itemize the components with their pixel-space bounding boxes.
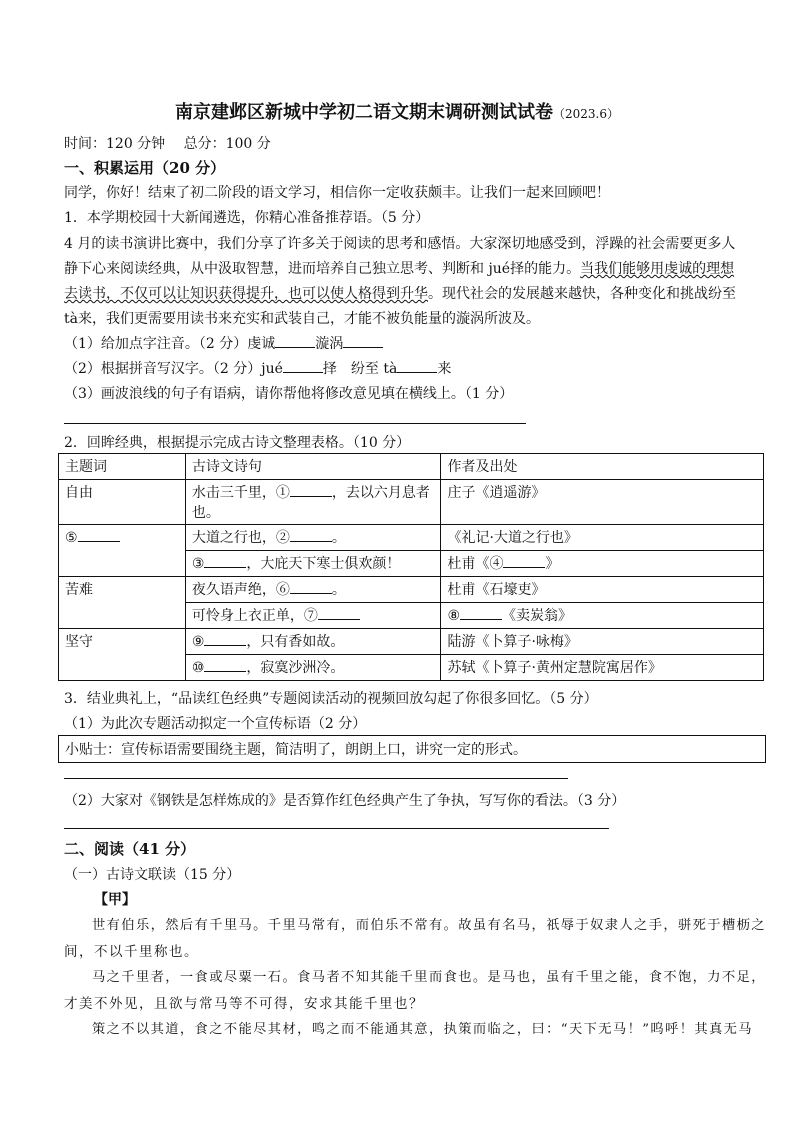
source-cell: 庄子《逍遥游》 bbox=[441, 480, 764, 525]
classical-p1-line2: 间，不以千里称也。 bbox=[64, 944, 199, 960]
answer-line[interactable] bbox=[64, 828, 609, 829]
source-cell: 苏轼《卜算子·黄州定慧院寓居作》 bbox=[441, 655, 764, 681]
poem-text: ⑩ bbox=[191, 660, 205, 676]
section2-heading: 二、阅读（41 分） bbox=[64, 840, 196, 858]
theme-cell: 坚守 bbox=[59, 629, 186, 681]
q1-sub2-label: （2）根据拼音写汉字。（2 分）jué bbox=[64, 361, 283, 377]
answer-blank[interactable] bbox=[204, 553, 246, 568]
section1-intro: 同学，你好！结束了初二阶段的语文学习，相信你一定收获颇丰。让我们一起来回顾吧！ bbox=[64, 185, 610, 201]
theme-text: ⑤ bbox=[65, 530, 78, 546]
classical-p2-line2: 才美不外见，且欲与常马等不可得，安求其能千里也？ bbox=[64, 996, 424, 1012]
answer-line[interactable] bbox=[64, 778, 568, 779]
q1-sub2-label2: 择 纷至 tà bbox=[322, 361, 398, 377]
table-header-cell: 作者及出处 bbox=[441, 454, 764, 480]
poem-text: ③ bbox=[191, 556, 205, 572]
answer-blank[interactable] bbox=[204, 657, 246, 672]
source-cell: 杜甫《石壕吏》 bbox=[441, 577, 764, 603]
classical-p1-line1: 世有伯乐，然后有千里马。千里马常有，而伯乐不常有。故虽有名马，祇辱于奴隶人之手，骈死于槽枥之 bbox=[92, 918, 766, 933]
poem-cell bbox=[185, 525, 441, 551]
q1-stem: 1．本学期校园十大新闻遴选，你精心准备推荐语。（5 分） bbox=[64, 210, 430, 226]
poem-text: ⑨ bbox=[191, 634, 205, 650]
q1-passage-line2 bbox=[64, 258, 734, 278]
source-text: ⑧ bbox=[447, 608, 461, 624]
poem-text: ，去以六月息者 bbox=[331, 485, 430, 501]
poem-cell bbox=[185, 655, 441, 681]
q1-passage-line3 bbox=[64, 283, 736, 303]
answer-line[interactable] bbox=[64, 423, 526, 424]
poem-text: 。 bbox=[331, 530, 346, 546]
source-text: 杜甫《④ bbox=[447, 556, 504, 572]
q3-stem: 3．结业典礼上，“品读红色经典”专题阅读活动的视频回放勾起了你很多回忆。（5 分） bbox=[64, 691, 598, 707]
poem-text: ，大庇天下寒士俱欢颜！ bbox=[246, 556, 401, 572]
source-cell bbox=[441, 603, 764, 629]
answer-blank[interactable] bbox=[397, 358, 437, 373]
q1-passage-line3b: 。现代社会的发展越来越快，各种变化和挑战纷至 bbox=[428, 286, 736, 302]
q1-wavy-sentence-part2: 去读书，不仅可以让知识获得提升，也可以使人格得到升华 bbox=[64, 286, 428, 302]
answer-blank[interactable] bbox=[503, 553, 545, 568]
answer-blank[interactable] bbox=[290, 527, 332, 542]
q1-sub1-label2: 漩涡 bbox=[315, 336, 344, 352]
table-header-cell: 古诗文诗句 bbox=[185, 454, 441, 480]
poem-text: 也。 bbox=[191, 505, 220, 521]
tip-box: 小贴士：宣传标语需要围绕主题，简洁明了，朗朗上口，讲究一定的形式。 bbox=[58, 735, 766, 763]
poem-text: 水击三千里，① bbox=[191, 485, 290, 501]
answer-blank[interactable] bbox=[460, 605, 502, 620]
source-text: 》 bbox=[545, 556, 560, 572]
q1-passage-line2a: 静下心来阅读经典，从中汲取智慧，进而培养自己独立思考、判断和 jué择的能力。 bbox=[64, 261, 581, 277]
q1-sub2 bbox=[64, 358, 451, 378]
answer-blank[interactable] bbox=[290, 482, 332, 497]
answer-blank[interactable] bbox=[290, 579, 332, 594]
passage-jia-label: 【甲】 bbox=[94, 892, 136, 908]
poem-cell bbox=[185, 603, 441, 629]
title-text: 南京建邺区新城中学初二语文期末调研测试试卷 bbox=[175, 102, 553, 123]
poem-cell bbox=[185, 629, 441, 655]
answer-blank[interactable] bbox=[318, 605, 360, 620]
poem-text: 可怜身上衣正单，⑦ bbox=[191, 608, 318, 624]
poem-cell bbox=[185, 551, 441, 577]
q1-sub1-label: （1）给加点字注音。（2 分）虔诚 bbox=[64, 336, 276, 352]
q1-passage-line4: tà来，我们更需要用读书来充实和武装自己，才能不被负能量的漩涡所波及。 bbox=[64, 311, 540, 327]
exam-meta: 时间：120 分钟 总分：100 分 bbox=[64, 136, 271, 152]
answer-blank[interactable] bbox=[343, 333, 383, 348]
table-row bbox=[59, 525, 764, 551]
poem-table bbox=[58, 453, 764, 681]
theme-cell: 自由 bbox=[59, 480, 186, 525]
q1-passage-line1: 4 月的读书演讲比赛中，我们分享了许多关于阅读的思考和感悟。大家深切地感受到，浮躁的社会需要更多人 bbox=[64, 236, 736, 252]
source-cell bbox=[441, 551, 764, 577]
source-text: 《卖炭翁》 bbox=[502, 608, 573, 624]
answer-blank[interactable] bbox=[283, 358, 323, 373]
poem-cell bbox=[185, 480, 441, 525]
theme-cell: 苦难 bbox=[59, 577, 186, 629]
q2-stem: 2．回眸经典，根据提示完成古诗文整理表格。（10 分） bbox=[64, 435, 411, 451]
answer-blank[interactable] bbox=[204, 631, 246, 646]
poem-text: ，寂寞沙洲冷。 bbox=[246, 660, 345, 676]
table-header-cell: 主题词 bbox=[59, 454, 186, 480]
poem-cell bbox=[185, 577, 441, 603]
poem-text: 大道之行也，② bbox=[191, 530, 290, 546]
classical-p2-line1: 马之千里者，一食或尽粟一石。食马者不知其能千里而食也。是马也，虽有千里之能，食不饱，力不足， bbox=[92, 970, 766, 985]
source-cell: 《礼记·大道之行也》 bbox=[441, 525, 764, 551]
poem-text: ，只有香如故。 bbox=[246, 634, 345, 650]
answer-blank[interactable] bbox=[78, 527, 120, 542]
section1-heading: 一、积累运用（20 分） bbox=[64, 159, 226, 177]
exam-title bbox=[0, 98, 794, 124]
table-row bbox=[59, 454, 764, 480]
section2-subheading: （一）古诗文联读（15 分） bbox=[64, 867, 241, 883]
q1-wavy-sentence-part1: 当我们能够用虔诚的理想 bbox=[580, 261, 735, 277]
poem-text: 。 bbox=[331, 582, 346, 598]
table-row bbox=[59, 629, 764, 655]
answer-blank[interactable] bbox=[275, 333, 315, 348]
q1-sub1 bbox=[64, 333, 383, 353]
poem-text: 夜久语声绝，⑥ bbox=[191, 582, 290, 598]
q1-sub3: （3）画波浪线的句子有语病，请你帮他将修改意见填在横线上。（1 分） bbox=[64, 386, 514, 402]
theme-cell bbox=[59, 525, 186, 577]
classical-p3-line1: 策之不以其道，食之不能尽其材，鸣之而不能通其意，执策而临之，曰：“天下无马！”呜呼！其真无马 bbox=[92, 1022, 753, 1037]
source-cell: 陆游《卜算子·咏梅》 bbox=[441, 629, 764, 655]
table-row bbox=[59, 577, 764, 603]
table-row bbox=[59, 480, 764, 525]
q1-sub2-label3: 来 bbox=[437, 361, 452, 377]
q3-sub1: （1）为此次专题活动拟定一个宣传标语（2 分） bbox=[64, 716, 367, 732]
exam-date: （2023.6） bbox=[553, 107, 619, 121]
q3-sub2: （2）大家对《钢铁是怎样炼成的》是否算作红色经典产生了争执，写写你的看法。（3 分） bbox=[64, 793, 626, 809]
